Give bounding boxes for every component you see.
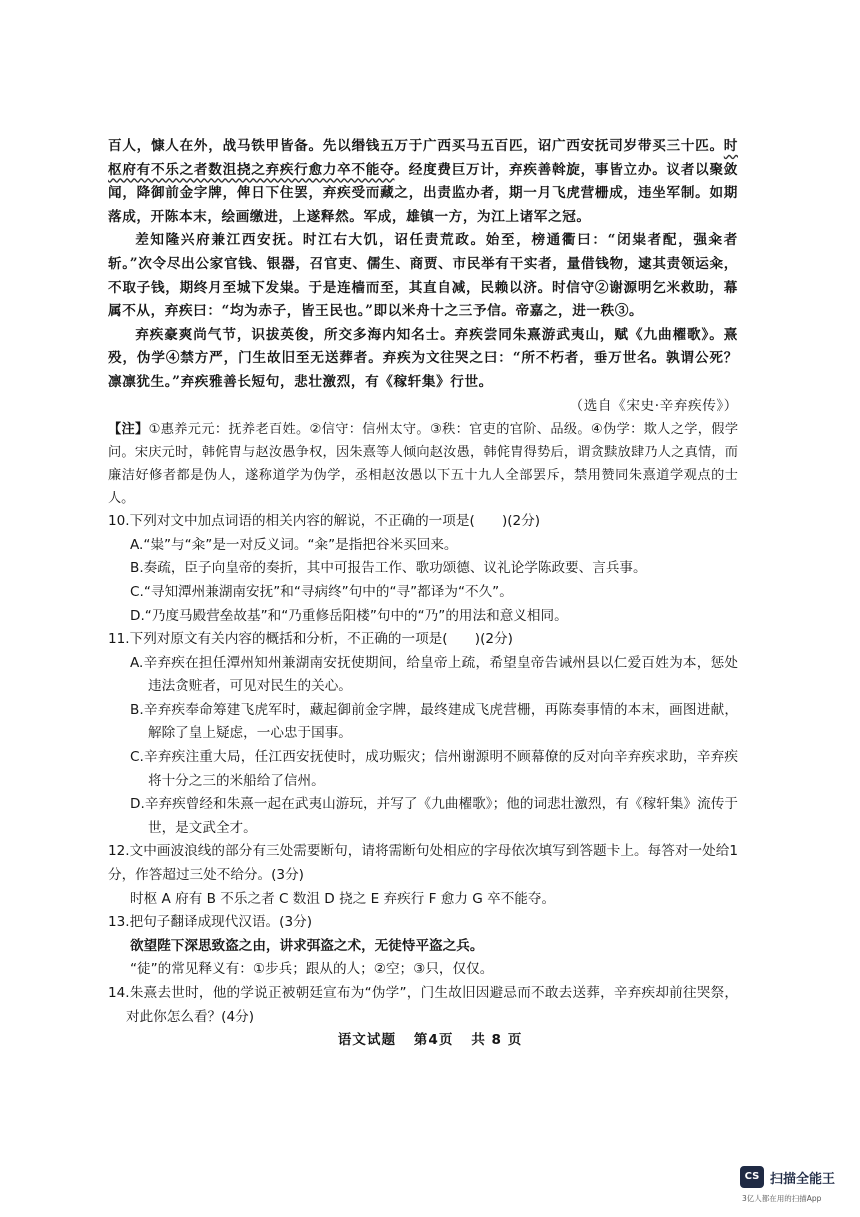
question-13-gloss: “徒”的常见释义有：①步兵；跟从的人；②空；③只，仅仅。 [130, 961, 494, 978]
question-10-option-a: A.“粜”与“籴”是一对反义词。“籴”是指把谷米买回来。 [130, 536, 458, 553]
question-14-stem: 14.朱熹去世时，他的学说正被朝廷宣布为“伪学”，门生故旧因避忌而不敢去送葬，辛弃疾却前往哭祭，对此你怎么看？(4分) [108, 985, 738, 1025]
watermark-tagline: 3亿人都在用的扫描App [742, 1194, 822, 1203]
question-10 [108, 510, 738, 628]
question-13 [108, 911, 738, 982]
note-label: 【注】 [108, 422, 149, 438]
question-11-option-c: C.辛弃疾注重大局，任江西安抚使时，成功赈灾；信州谢源明不顾幕僚的反对向辛弃疾求助，辛弃疾将十分之三的米船给了信州。 [130, 749, 738, 789]
question-11-option-a: A.辛弃疾在担任潭州知州兼湖南安抚使期间，给皇帝上疏，希望皇帝告诫州县以仁爱百姓为本，惩处违法贪赃者，可见对民生的关心。 [130, 654, 738, 695]
watermark-app-name: 扫描全能王 [770, 1172, 836, 1187]
footer-total-pages: 共 8 页 [471, 1032, 523, 1048]
page-content [108, 135, 738, 1029]
question-11 [108, 628, 738, 840]
question-14 [108, 982, 738, 1029]
passage-paragraph-1: 百人，慷人在外，战马铁甲皆备。先以缗钱五万于广西买马五百匹，诏广西安抚司岁带买三十匹。时枢府有不乐之者数沮挠之弃疾行愈力卒不能夺。经度费巨万计，弃疾善斡旋，事皆立办。议者以聚敛闻，降御前金字牌，俾日下住罢，弃疾受而藏之，出责监办者，期一月飞虎营栅成，违坐军制。如期落成，开陈本末，绘画缴进，上遂释然。军成，雄镇一方，为江上诸军之冠。 [108, 138, 738, 225]
passage-source: （选自《宋史·辛弃疾传》） [569, 397, 738, 414]
question-12-sentence: 时枢 A 府有 B 不乐之者 C 数沮 D 挠之 E 弃疾行 F 愈力 G 卒不能夺。 [130, 890, 556, 907]
question-11-stem: 11.下列对原文有关内容的概括和分析，不正确的一项是( )(2分) [108, 631, 513, 648]
question-13-sentence: 欲望陛下深思致盗之由，讲求弭盗之术，无徒恃平盗之兵。 [130, 937, 484, 954]
passage-paragraph-3: 弃疾豪爽尚气节，识拔英俊，所交多海内知名士。弃疾尝同朱熹游武夷山，赋《九曲櫂歌》。熹殁，伪学④禁方严，门生故旧至无送葬者。弃疾为文往哭之曰：“所不朽者，垂万世名。孰谓公死？凛凛犹生。”弃疾雅善长短句，悲壮激烈，有《稼轩集》行世。 [108, 326, 738, 390]
annotation-notes: 【注】①惠养元元：抚养老百姓。②信守：信州太守。③秩：官吏的官阶、品级。④伪学：欺人之学，假学问。宋庆元时，韩侂胄与赵汝愚争权，因朱熹等人倾向赵汝愚，韩侂胄得势后，谓贪黩放肆乃人之真情，而廉洁好修者都是伪人，遂称道学为伪学，丞相赵汝愚以下五十九人全部罢斥，禁用赞同朱熹道学观点的士人。 [108, 422, 739, 507]
question-11-option-d: D.辛弃疾曾经和朱熹一起在武夷山游玩，并写了《九曲櫂歌》；他的词悲壮激烈，有《稼轩集》流传于世，是文武全才。 [130, 796, 738, 836]
passage-paragraph-2: 差知隆兴府兼江西安抚。时江右大饥，诏任责荒政。始至，榜通衢曰：“闭粜者配，强籴者斩。”次令尽出公家官钱、银器，召官吏、儒生、商贾、市民举有干实者，量借钱物，逮其责领运籴，不取子钱，期终月至城下发粜。于是连樯而至，其直自减，民赖以济。时信守②谢源明乞米救助，幕属不从，弃疾曰：“均为赤子，皆王民也。”即以米舟十之三予信。帝嘉之，进一秩③。 [108, 232, 738, 320]
page-footer [0, 1028, 860, 1048]
footer-subject: 语文试题 [337, 1032, 397, 1048]
question-10-option-d: D.“乃度马殿营垒故基”和“乃重修岳阳楼”句中的“乃”的用法和意义相同。 [130, 607, 568, 624]
camscanner-logo-icon: CS [740, 1166, 764, 1188]
question-13-stem: 13.把句子翻译成现代汉语。(3分) [108, 914, 312, 931]
wavy-underlined-sentence: 时枢府有不乐之者数沮挠之弃疾行愈力卒不能夺 [108, 138, 738, 178]
question-12 [108, 840, 738, 911]
question-11-option-b: B.辛弃疾奉命筹建飞虎军时，藏起御前金字牌，最终建成飞虎营栅，再陈奏事情的本末，画图进献，解除了皇上疑虑，一心忠于国事。 [130, 701, 738, 742]
question-10-option-b: B.奏疏，臣子向皇帝的奏折，其中可报告工作、歌功颂德、议礼论学陈政要、言兵事。 [130, 560, 647, 577]
footer-page-number: 第4页 [413, 1032, 454, 1048]
classical-passage [108, 135, 738, 418]
question-10-option-c: C.“寻知潭州兼湖南安抚”和“寻病终”句中的“寻”都译为“不久”。 [130, 583, 513, 600]
question-10-stem: 10.下列对文中加点词语的相关内容的解说，不正确的一项是( )(2分) [108, 513, 541, 530]
question-12-stem: 12.文中画波浪线的部分有三处需要断句，请将需断句处相应的字母依次填写到答题卡上。每答对一处给1分，作答超过三处不给分。(3分) [108, 843, 738, 884]
scanner-watermark [740, 1166, 850, 1206]
